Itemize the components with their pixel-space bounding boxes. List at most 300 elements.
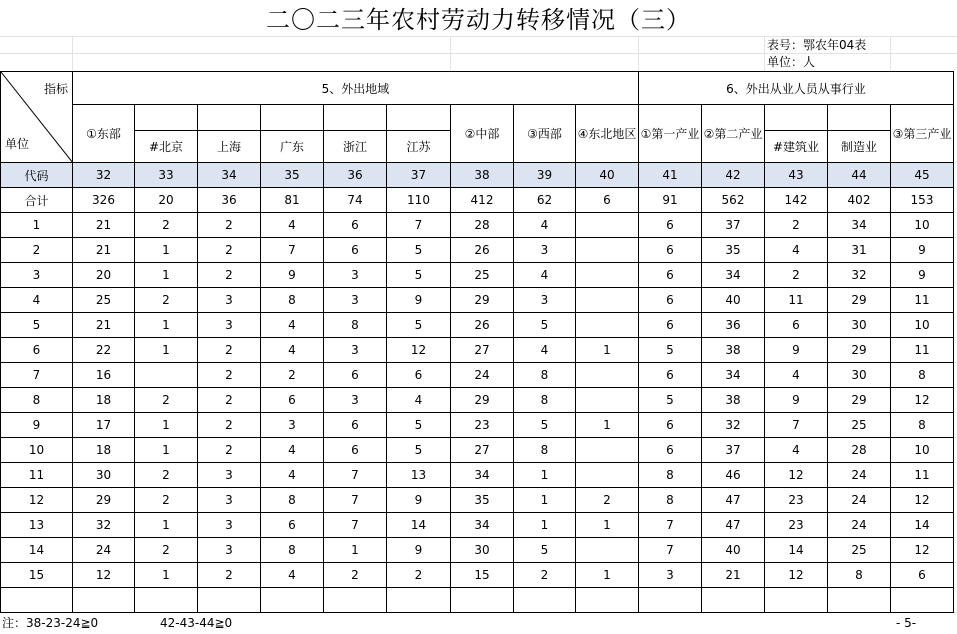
data-cell: 11 <box>765 288 828 313</box>
col-header-guangdong: 广东 <box>261 131 324 163</box>
col-header-west: ③西部 <box>514 105 576 163</box>
gridline <box>450 36 451 71</box>
col-header-shanghai: 上海 <box>198 131 261 163</box>
code-cell: 45 <box>891 163 954 188</box>
code-cell: 38 <box>451 163 514 188</box>
table-row <box>1 413 954 438</box>
data-cell: 2 <box>324 563 387 588</box>
blank-header-cell <box>765 105 828 131</box>
data-cell: 7 <box>387 213 451 238</box>
data-cell: 9 <box>765 388 828 413</box>
data-cell: 5 <box>639 388 702 413</box>
data-cell: 46 <box>702 463 765 488</box>
data-cell: 6 <box>261 513 324 538</box>
empty-row <box>1 588 954 613</box>
code-cell: 36 <box>324 163 387 188</box>
row-label-cell: 13 <box>1 513 73 538</box>
data-cell: 4 <box>261 313 324 338</box>
data-cell: 18 <box>73 388 135 413</box>
data-cell <box>576 263 639 288</box>
data-cell: 3 <box>198 288 261 313</box>
data-cell: 3 <box>324 288 387 313</box>
code-cell: 44 <box>828 163 891 188</box>
data-cell: 22 <box>73 338 135 363</box>
data-cell: 37 <box>702 438 765 463</box>
data-cell: 1 <box>576 413 639 438</box>
data-cell: 35 <box>451 488 514 513</box>
row-label-cell: 3 <box>1 263 73 288</box>
data-cell: 31 <box>828 238 891 263</box>
data-cell: 3 <box>198 313 261 338</box>
data-cell: 8 <box>639 488 702 513</box>
row-label-cell: 14 <box>1 538 73 563</box>
data-cell: 6 <box>639 288 702 313</box>
data-cell: 7 <box>765 413 828 438</box>
group-header-region: 5、外出地域 <box>73 72 639 105</box>
footnote-1: 注：38-23-24≧0 <box>2 616 99 630</box>
data-cell: 3 <box>639 563 702 588</box>
code-cell: 40 <box>576 163 639 188</box>
col-header-northeast: ④东北地区 <box>576 105 639 163</box>
data-cell: 36 <box>702 313 765 338</box>
data-cell: 1 <box>324 538 387 563</box>
data-cell: 2 <box>198 213 261 238</box>
data-cell: 11 <box>891 288 954 313</box>
data-cell: 8 <box>324 313 387 338</box>
data-cell: 30 <box>828 313 891 338</box>
data-cell: 5 <box>387 313 451 338</box>
data-cell: 11 <box>891 338 954 363</box>
code-cell: 37 <box>387 163 451 188</box>
data-cell: 20 <box>73 263 135 288</box>
data-cell: 3 <box>324 263 387 288</box>
data-cell: 1 <box>135 263 198 288</box>
data-cell: 23 <box>765 488 828 513</box>
code-cell: 39 <box>514 163 576 188</box>
col-header-secondary: ②第二产业 <box>702 105 765 163</box>
data-cell: 9 <box>387 538 451 563</box>
data-cell: 2 <box>135 488 198 513</box>
data-cell: 402 <box>828 188 891 213</box>
data-cell: 34 <box>451 513 514 538</box>
data-cell: 8 <box>828 563 891 588</box>
data-cell: 1 <box>514 513 576 538</box>
data-cell: 6 <box>639 263 702 288</box>
footer-notes <box>0 612 957 634</box>
data-cell: 3 <box>514 238 576 263</box>
data-cell: 81 <box>261 188 324 213</box>
data-cell: 91 <box>639 188 702 213</box>
data-cell: 8 <box>891 363 954 388</box>
data-cell: 4 <box>261 438 324 463</box>
data-cell: 8 <box>891 413 954 438</box>
data-cell: 37 <box>702 213 765 238</box>
data-cell: 4 <box>261 338 324 363</box>
data-cell: 6 <box>261 388 324 413</box>
data-cell: 3 <box>198 463 261 488</box>
data-cell: 32 <box>828 263 891 288</box>
code-cell: 41 <box>639 163 702 188</box>
data-cell: 15 <box>451 563 514 588</box>
data-cell: 3 <box>514 288 576 313</box>
col-header-central: ②中部 <box>451 105 514 163</box>
form-number: 表号：鄂农年04表 <box>767 38 867 52</box>
data-cell: 30 <box>73 463 135 488</box>
row-label-cell: 10 <box>1 438 73 463</box>
data-cell: 14 <box>891 513 954 538</box>
row-label-cell: 11 <box>1 463 73 488</box>
gridline <box>890 36 891 71</box>
data-cell: 25 <box>828 413 891 438</box>
blank-header-cell <box>387 105 451 131</box>
data-cell: 12 <box>765 563 828 588</box>
table-body <box>1 188 954 588</box>
data-cell: 2 <box>198 438 261 463</box>
data-cell: 6 <box>639 413 702 438</box>
data-cell: 2 <box>198 388 261 413</box>
data-cell: 12 <box>891 488 954 513</box>
table-row <box>1 388 954 413</box>
data-cell: 8 <box>514 438 576 463</box>
data-cell: 10 <box>891 213 954 238</box>
code-cell: 43 <box>765 163 828 188</box>
data-cell: 25 <box>828 538 891 563</box>
col-header-tertiary: ③第三产业 <box>891 105 954 163</box>
data-cell: 3 <box>324 388 387 413</box>
data-cell: 110 <box>387 188 451 213</box>
data-cell: 27 <box>451 438 514 463</box>
data-cell: 18 <box>73 438 135 463</box>
data-cell: 40 <box>702 538 765 563</box>
data-cell: 12 <box>891 388 954 413</box>
data-cell: 7 <box>261 238 324 263</box>
data-cell: 4 <box>765 238 828 263</box>
data-cell: 21 <box>73 213 135 238</box>
data-cell <box>576 388 639 413</box>
data-cell <box>576 313 639 338</box>
data-cell: 142 <box>765 188 828 213</box>
gridline <box>72 36 73 71</box>
data-cell: 326 <box>73 188 135 213</box>
data-cell: 4 <box>261 563 324 588</box>
data-cell: 11 <box>891 463 954 488</box>
data-cell: 153 <box>891 188 954 213</box>
data-cell: 5 <box>514 538 576 563</box>
data-cell: 74 <box>324 188 387 213</box>
data-cell: 29 <box>828 288 891 313</box>
table-row <box>1 488 954 513</box>
corner-header-cell <box>1 72 73 163</box>
data-cell: 8 <box>514 363 576 388</box>
data-cell: 3 <box>198 513 261 538</box>
data-cell: 6 <box>639 313 702 338</box>
total-row <box>1 188 954 213</box>
data-cell: 9 <box>891 263 954 288</box>
data-cell: 5 <box>387 413 451 438</box>
data-cell: 12 <box>765 463 828 488</box>
data-cell: 6 <box>639 438 702 463</box>
data-cell: 13 <box>387 463 451 488</box>
data-cell: 21 <box>702 563 765 588</box>
col-header-east: ①东部 <box>73 105 135 163</box>
data-cell: 34 <box>828 213 891 238</box>
data-cell <box>576 538 639 563</box>
data-cell: 4 <box>514 338 576 363</box>
blank-header-cell <box>198 105 261 131</box>
data-cell: 26 <box>451 238 514 263</box>
data-cell: 2 <box>135 288 198 313</box>
data-cell: 7 <box>324 463 387 488</box>
data-cell: 16 <box>73 363 135 388</box>
table-row <box>1 338 954 363</box>
unit-column-header: 单位 <box>5 137 30 151</box>
gridline <box>764 36 765 71</box>
data-cell: 10 <box>891 438 954 463</box>
code-label: 代码 <box>1 163 73 188</box>
data-cell: 34 <box>702 263 765 288</box>
data-cell <box>135 363 198 388</box>
blank-header-cell <box>324 105 387 131</box>
data-cell: 6 <box>765 313 828 338</box>
data-cell: 412 <box>451 188 514 213</box>
data-cell: 2 <box>198 263 261 288</box>
data-table <box>0 71 954 613</box>
data-cell: 6 <box>576 188 639 213</box>
data-cell: 3 <box>198 538 261 563</box>
data-cell: 24 <box>828 463 891 488</box>
data-cell: 29 <box>451 288 514 313</box>
code-cell: 34 <box>198 163 261 188</box>
data-cell: 29 <box>451 388 514 413</box>
data-cell: 4 <box>261 213 324 238</box>
data-cell: 14 <box>387 513 451 538</box>
table-row <box>1 313 954 338</box>
data-cell: 28 <box>828 438 891 463</box>
data-cell: 24 <box>828 513 891 538</box>
data-cell: 1 <box>576 338 639 363</box>
data-cell: 27 <box>451 338 514 363</box>
data-cell: 2 <box>387 563 451 588</box>
data-cell: 47 <box>702 513 765 538</box>
data-cell: 2 <box>198 238 261 263</box>
data-cell: 5 <box>387 238 451 263</box>
row-label-cell: 6 <box>1 338 73 363</box>
data-cell: 1 <box>135 563 198 588</box>
code-cell: 33 <box>135 163 198 188</box>
data-cell: 2 <box>135 463 198 488</box>
data-cell: 8 <box>261 288 324 313</box>
data-cell: 2 <box>765 263 828 288</box>
data-cell: 34 <box>451 463 514 488</box>
data-cell: 24 <box>828 488 891 513</box>
data-cell <box>576 463 639 488</box>
gridline <box>638 36 639 71</box>
row-label-cell: 2 <box>1 238 73 263</box>
data-cell: 6 <box>324 213 387 238</box>
row-label-cell: 9 <box>1 413 73 438</box>
data-cell: 32 <box>73 513 135 538</box>
table-row <box>1 213 954 238</box>
data-cell: 6 <box>639 238 702 263</box>
data-cell: 2 <box>135 538 198 563</box>
data-cell: 7 <box>324 513 387 538</box>
blank-header-cell <box>261 105 324 131</box>
data-cell: 5 <box>514 313 576 338</box>
group-header-industry: 6、外出从业人员从事行业 <box>639 72 954 105</box>
data-cell: 6 <box>324 363 387 388</box>
table-row <box>1 538 954 563</box>
col-header-primary: ①第一产业 <box>639 105 702 163</box>
row-label-cell: 5 <box>1 313 73 338</box>
data-cell: 4 <box>514 213 576 238</box>
data-cell: 9 <box>387 288 451 313</box>
data-cell: 6 <box>387 363 451 388</box>
data-cell: 9 <box>387 488 451 513</box>
data-cell: 1 <box>514 463 576 488</box>
table-row <box>1 438 954 463</box>
data-cell: 24 <box>73 538 135 563</box>
data-cell: 4 <box>765 363 828 388</box>
data-cell: 47 <box>702 488 765 513</box>
data-cell: 1 <box>135 338 198 363</box>
data-cell: 29 <box>828 388 891 413</box>
data-cell: 2 <box>576 488 639 513</box>
data-cell: 8 <box>639 463 702 488</box>
col-header-jiangsu: 江苏 <box>387 131 451 163</box>
data-cell: 1 <box>135 238 198 263</box>
data-cell: 7 <box>639 513 702 538</box>
data-cell: 24 <box>451 363 514 388</box>
data-cell: 6 <box>891 563 954 588</box>
unit-label: 单位：人 <box>767 55 816 69</box>
row-label-cell: 1 <box>1 213 73 238</box>
data-cell: 2 <box>135 388 198 413</box>
data-cell: 23 <box>451 413 514 438</box>
col-header-construction: #建筑业 <box>765 131 828 163</box>
row-label-cell: 15 <box>1 563 73 588</box>
data-cell: 4 <box>765 438 828 463</box>
col-header-manufacturing: 制造业 <box>828 131 891 163</box>
data-cell: 8 <box>514 388 576 413</box>
data-cell: 3 <box>198 488 261 513</box>
data-cell: 6 <box>639 363 702 388</box>
data-cell: 2 <box>261 363 324 388</box>
data-cell: 1 <box>514 488 576 513</box>
data-cell: 17 <box>73 413 135 438</box>
data-cell: 4 <box>387 388 451 413</box>
data-cell: 1 <box>576 513 639 538</box>
row-label-cell: 12 <box>1 488 73 513</box>
data-cell: 21 <box>73 313 135 338</box>
data-cell: 6 <box>324 413 387 438</box>
data-cell: 6 <box>324 238 387 263</box>
data-cell: 2 <box>135 213 198 238</box>
data-cell: 6 <box>639 213 702 238</box>
data-cell: 6 <box>324 438 387 463</box>
data-cell: 29 <box>73 488 135 513</box>
data-cell: 32 <box>702 413 765 438</box>
data-cell: 2 <box>198 413 261 438</box>
data-cell: 30 <box>828 363 891 388</box>
data-cell: 2 <box>198 338 261 363</box>
data-cell: 21 <box>73 238 135 263</box>
data-cell: 25 <box>451 263 514 288</box>
row-label-cell: 8 <box>1 388 73 413</box>
code-cell: 32 <box>73 163 135 188</box>
data-cell: 23 <box>765 513 828 538</box>
data-cell: 8 <box>261 538 324 563</box>
data-cell: 38 <box>702 338 765 363</box>
data-cell: 4 <box>261 463 324 488</box>
data-cell: 2 <box>198 563 261 588</box>
data-cell: 40 <box>702 288 765 313</box>
table-row <box>1 288 954 313</box>
data-cell: 20 <box>135 188 198 213</box>
table-row <box>1 463 954 488</box>
data-cell: 1 <box>135 313 198 338</box>
row-label-cell: 7 <box>1 363 73 388</box>
data-cell: 36 <box>198 188 261 213</box>
page-number: - 5- <box>896 616 917 630</box>
data-cell: 2 <box>765 213 828 238</box>
data-cell: 2 <box>198 363 261 388</box>
data-cell <box>576 238 639 263</box>
data-cell <box>576 438 639 463</box>
code-cell: 42 <box>702 163 765 188</box>
table-row <box>1 263 954 288</box>
table-row <box>1 238 954 263</box>
data-cell: 5 <box>639 338 702 363</box>
code-cell: 35 <box>261 163 324 188</box>
blank-header-cell <box>828 105 891 131</box>
data-cell: 1 <box>135 413 198 438</box>
data-cell: 62 <box>514 188 576 213</box>
data-cell: 1 <box>135 513 198 538</box>
data-cell <box>576 288 639 313</box>
blank-header-cell <box>135 105 198 131</box>
data-cell: 26 <box>451 313 514 338</box>
data-cell: 7 <box>324 488 387 513</box>
data-cell: 38 <box>702 388 765 413</box>
col-header-beijing: #北京 <box>135 131 198 163</box>
data-cell: 14 <box>765 538 828 563</box>
data-cell: 35 <box>702 238 765 263</box>
data-cell: 12 <box>73 563 135 588</box>
row-label-cell: 合计 <box>1 188 73 213</box>
data-cell: 7 <box>639 538 702 563</box>
data-cell <box>576 213 639 238</box>
data-cell: 3 <box>261 413 324 438</box>
table-row <box>1 513 954 538</box>
row-label-cell: 4 <box>1 288 73 313</box>
data-cell: 12 <box>387 338 451 363</box>
data-cell: 34 <box>702 363 765 388</box>
data-cell: 4 <box>514 263 576 288</box>
data-cell: 562 <box>702 188 765 213</box>
footnote-2: 42-43-44≧0 <box>160 616 233 630</box>
data-cell: 9 <box>261 263 324 288</box>
data-cell: 5 <box>387 263 451 288</box>
data-cell: 8 <box>261 488 324 513</box>
data-cell: 12 <box>891 538 954 563</box>
data-cell: 28 <box>451 213 514 238</box>
data-cell: 30 <box>451 538 514 563</box>
data-cell: 5 <box>387 438 451 463</box>
data-cell: 5 <box>514 413 576 438</box>
data-cell: 1 <box>576 563 639 588</box>
data-cell: 9 <box>765 338 828 363</box>
col-header-zhejiang: 浙江 <box>324 131 387 163</box>
